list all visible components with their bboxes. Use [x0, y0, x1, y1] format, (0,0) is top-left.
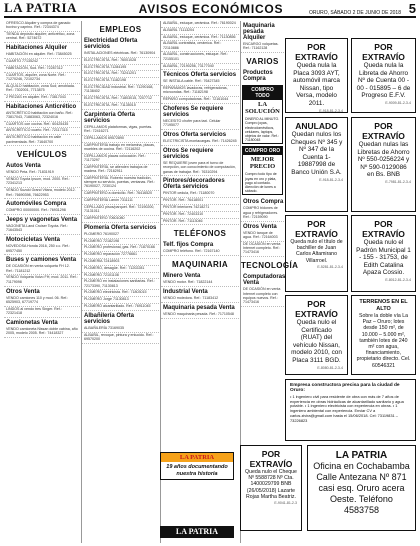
- promo-headline: LA SOLUCIÓN: [245, 101, 280, 116]
- classified-ad: NOVEDOSA Honda 2016, 250 c.c. Ref.: 69577450: [4, 244, 80, 255]
- classified-ad: ALBAÑIL contratista, cerámica. Ref.: 72110886: [161, 41, 239, 52]
- ad-code: E-8080-81-2-3-4: [317, 365, 343, 370]
- classified-ad: ALBAÑIL, estuque, cerámica. Ref.: 71130856: [161, 35, 239, 42]
- classified-ad: PLOMERO 72101108: [82, 273, 159, 280]
- subsection-heading: Electricidad Oferta servicios: [84, 38, 138, 50]
- classified-ad: CARPINTERÍA Lanón 7311111: [82, 198, 159, 205]
- classified-ad: VENDO moledora. Ref.: 71183412: [161, 296, 239, 303]
- subsection-heading: Jeeps y vagonetas Venta: [6, 217, 78, 224]
- banner-tagline: 19 años documentando nuestra historia: [166, 464, 228, 477]
- ad-code: E-918-81-2-3-4: [319, 108, 343, 113]
- classified-ad: ELECTRICISTA montacargas. Ref.: 71426245: [161, 139, 239, 146]
- subsection-heading: Plomería Oferta servicios: [84, 224, 157, 231]
- page-header: [4, 2, 416, 18]
- classified-ad: ELECTRICISTA 71284195: [82, 65, 159, 72]
- ad-code: E-918-81-2-3-4: [319, 177, 343, 182]
- classified-ad: COMPRO teléfono. Ref.: 72167140: [161, 249, 239, 256]
- classified-ad: ELECTRICISTA 71182198: [82, 78, 159, 85]
- classified-ad: PINTOR cedula, Ref.: 71180070: [161, 191, 239, 198]
- promo-ad: [242, 146, 283, 195]
- classified-ad: ALBAÑIL, construcciones, estuque. Ref.: 72155101: [161, 52, 239, 63]
- classified-ad: CARPINTERO a domicilio. Ref.: 76416520: [82, 191, 159, 198]
- classified-ad: OFRESCO Alquiler y compra de ganado bovino y caprino. Ref.: 72344374: [4, 21, 80, 32]
- column-2: [81, 21, 159, 543]
- ad-body: Quedan nulos los Cheques Nº 345 y Nº 347 de la Cuenta 1-19887998 de Banco Unión S.A.: [290, 131, 343, 176]
- classified-ad: SE REQUIERE joven para el turno de recepción, con conocimiento de computación, ganas de trabajar. Ref.: 76310294: [161, 161, 239, 176]
- classified-ad: VAGONETA Land Cruiser Toyota. Ref.: 71643543: [4, 224, 80, 235]
- subsection-heading: Maquinaria pesada Venta: [163, 304, 235, 311]
- subsection-heading: Habitaciones Alquiler: [6, 45, 68, 52]
- classified-ad: VENDO camiones 110 y mod. 06. Ref.: 6525903, 67719774: [4, 296, 80, 307]
- classified-ad: CUARTOS, alquiler, zona Norte. Ref.: 71270246, 72102734: [4, 73, 80, 84]
- promo-headline: MEJOR PRECIO: [249, 156, 276, 171]
- ad-box-lost-diploma: [285, 215, 348, 292]
- subsection-heading: Choferes Se requiere servicios: [163, 106, 224, 119]
- ad-title: TERRENOS EN EL ALTO: [359, 299, 408, 312]
- classified-ad: PLOMERO 72182198: [82, 239, 159, 246]
- classified-ad: PINTOR interiores 74218271: [161, 205, 239, 212]
- office-ad-title: LA PATRIA: [335, 450, 388, 461]
- classified-ad: ELECTRICISTA. Ref.: 76001028: [82, 58, 159, 65]
- classified-ad: VENDO Volqueta Volvo FH; mod. 2011. Ref.: 71179098: [4, 275, 80, 286]
- subsection-heading: Automóviles Compra: [6, 201, 67, 208]
- classified-ad: CEPILLAMOS 69572890: [82, 136, 159, 143]
- ad-code: E-7981-81-2-3-4: [385, 179, 411, 184]
- subsection-heading: Otros Venta: [6, 288, 40, 295]
- classified-ad: CARPINTERÍA, se atienden trabajos de madera. Ref.: 72162911: [82, 165, 159, 176]
- classified-ad: CUARTOS con cocina. Ref.: 60425435: [4, 122, 80, 129]
- ad-code: E-9041-81-2-3: [274, 501, 297, 506]
- category-heading: VARIOS: [246, 57, 279, 67]
- classified-ad: CUARTO 77135242: [4, 59, 80, 66]
- subsection-heading: Otros Oferta servicios: [163, 132, 227, 139]
- issue-date: ORURO, SÁBADO 2 DE JUNIO DE 2018: [309, 10, 401, 16]
- subsection-heading: Técnicos Oferta servicios: [163, 72, 237, 79]
- classified-ad: PLOMERO en instalaciones sanitarias. Ref.: 72173390, 71130813: [82, 279, 159, 290]
- classified-ad: ANTICRÉTICO habitación con baño. Ref.: 73817043, 71883063, 72324016: [4, 111, 80, 122]
- classified-ad: CEPILLAMOS placas colocación. Ref.: 71173297: [82, 154, 159, 165]
- classified-ad: ALBAÑIL, 72190256, 73177040: [161, 64, 239, 71]
- subsection-heading: Buses y camiones Venta: [6, 257, 77, 264]
- ad-title: POR EXTRAVÍO: [295, 219, 338, 239]
- classified-ad: INSTALACIONES eléctricas. Ref.: 76130904: [82, 51, 159, 58]
- classified-ad: ALBAÑIL, revoque, pintura y enlucido. Ref.: 69570200: [82, 333, 159, 344]
- classified-ad: REPARO computadoras. Ref.: 72161044: [161, 97, 239, 104]
- subsection-heading: Minero Venta: [163, 273, 201, 280]
- ad-body: Queda nula la Libreta de Ahorro Nº de Cuenta 00 - 00 - 015895 – 6 de Progreso E.F.V.: [356, 62, 411, 100]
- column-1: [4, 21, 80, 543]
- office-ad-body: Oficina en Cochabamba Calle Antezana Nº 871 casi esq. Oruro acera Oeste. Teléfono 4583758: [313, 461, 410, 515]
- ad-body: Queda nulo el Certificado (RUAT) del vehículo Nissan, modelo 2010, con Placa 3111 BGD.: [291, 319, 342, 364]
- ad-box-lost-cheque: [240, 445, 302, 531]
- classified-ad: PLOMERO Jorge 71130813: [82, 297, 159, 304]
- ad-box-lost-savings: [351, 117, 416, 212]
- classified-ad: PINTOR. Ref.: 72403310: [161, 212, 239, 219]
- classified-ad: ELECTRICISTA. Ref.: 73241201: [82, 71, 159, 78]
- classified-ad: REPARAMOS lavadoras, refrigeradoras, microondas. Ref.: 71182198: [161, 86, 239, 97]
- section-title: AVISOS ECONÓMICOS: [138, 2, 284, 16]
- classified-ad: VENDO motor. Ref.: 71822144: [161, 280, 239, 287]
- ad-code: E-9009-81-2-3-4: [385, 100, 411, 105]
- classified-ad: DE OCASIÓN en venta volqueta FH 12. Ref.: 71181212: [4, 264, 80, 275]
- classified-ad: COMPRO bidones de agua y refrigeradores. Ref.: 72159090: [241, 206, 284, 221]
- office-ad: [307, 445, 416, 531]
- classified-ad: CARPINTERÍA. Roberto nuestra tradición, siempre su servicio, puertas, ventanas. Ref.: 76190027, 7230124: [82, 176, 159, 191]
- classified-ad: VENDO Suzuki Grand Vitara, modelo 2012. Ref.: 76690398, 76622953: [4, 188, 80, 199]
- job-notice: [285, 379, 416, 441]
- classified-ad: NECESITO chofer para taxi. Celular 77195077: [161, 119, 239, 130]
- classified-ad: ANTICRÉTICO habitación en calle pavimentada. Ref.: 71640700: [4, 135, 80, 146]
- classified-ad: ELECTRICISTA. Ref.: 71135015: [82, 103, 159, 110]
- classified-ad: PLOMERO electricista. Ref.: 71803015: [82, 290, 159, 297]
- classified-ad: ELECTRICIDAD industrial. Ref.: 71290168, 71138402: [82, 85, 159, 96]
- subsection-heading: Maquinaria pesada Alquiler: [243, 23, 275, 41]
- classified-ad: SE INSTALA cable. Ref.: 76427345: [161, 79, 239, 86]
- notice-body: • 1 ingeniero civil para residente de obra con más de 7 años de experiencia en obras hidráulicas de alcantarillado sanitario y agua potable. • 1 ingeniero electricista con experiencia en obras. • 1 ingeniero ambiental con experiencia. Enviar CV a carlos.zivira@gmail.com hasta el 15/06/2018. Cel: 73119831 – 73226823: [290, 394, 404, 423]
- subsection-heading: Industrial Venta: [163, 288, 208, 295]
- promo-band: COMPRO TODO: [243, 86, 282, 100]
- classified-ad: PLOMERO reparación 72776661: [82, 252, 159, 259]
- category-heading: TECNOLOGÍA: [241, 261, 299, 271]
- ad-code: E-8012-81-2-3-4: [385, 277, 411, 282]
- ad-title: POR EXTRAVÍO: [249, 449, 293, 469]
- classified-ad: VENDO camioneta Nissan doble cabina, año 2005, modelo 2005. Ref.: 74418327: [4, 327, 80, 338]
- classified-ad: ANTICRÉTICO cuarto. Ref.: 72117315: [4, 128, 80, 135]
- classified-ad: ENCARGO volquetas. Ref.: 71162128: [241, 42, 284, 53]
- category-heading: EMPLEOS: [99, 25, 142, 34]
- subsection-heading: Pintores/decoradores Oferta servicios: [163, 178, 225, 191]
- ad-body: Queda nulo el título de bachiller de Juan Carlos Altamirano Villarroel.: [290, 239, 343, 264]
- category-heading: VEHÍCULOS: [16, 150, 68, 160]
- subsection-heading: Carpintería Oferta servicios: [84, 111, 136, 124]
- subsection-heading: Otros Se requiere servicios: [163, 147, 214, 160]
- classified-ad: ALBAÑIL, estuque, cerámica. Ref.: 76190024: [161, 21, 239, 28]
- newspaper-logo: LA PATRIA: [4, 0, 77, 15]
- classified-ad: DE OCASIÓN en venta Internet completo. Ref.: 71473416: [241, 242, 284, 257]
- footer-logo: LA PATRIA: [160, 526, 234, 538]
- subsection-heading: Computadoras Venta: [243, 274, 286, 287]
- classified-ad: PLOMERO alcantarillado. Ref.: 76911045: [82, 304, 159, 311]
- page-number: 5: [408, 1, 416, 16]
- subsection-heading: Autos Venta: [6, 163, 41, 170]
- classified-ad: LINDOS al vendo tres Singer. Ref.: 72321418: [4, 307, 80, 318]
- classified-ad: CARPINTERÍA trabajo en melamina, placas, muebles de cocina. Ref.: 72116202: [82, 143, 159, 154]
- ad-box-lost-ruat: [285, 295, 348, 375]
- subsection-heading: Camionetas Venta: [6, 319, 58, 326]
- classified-ad: 2 PIEZAS en alquiler. Ref.: 73817043: [4, 95, 80, 102]
- ad-title: POR EXTRAVÍO: [362, 121, 405, 141]
- classified-ad: ALQUILO habitación, zona Sud; amoblada. Ref.: 7302001, 7713875: [4, 84, 80, 95]
- classified-ad: VENDO Toyota Ipsum, mod. 2000. Ref.: 72341213: [4, 177, 80, 188]
- classified-ad: PLOMERO 76190027: [82, 232, 159, 239]
- subsection-heading: Otros Venta: [243, 223, 277, 230]
- category-heading: MAQUINARIA: [172, 260, 228, 270]
- ad-title: POR EXTRAVÍO: [362, 219, 405, 239]
- subsection-heading: Motocicletas Venta: [6, 237, 61, 244]
- classified-ad: CEPILLADO pisos/parquet. Ref.: 72190200, 71131011: [82, 205, 159, 216]
- classified-ad: DE OCASIÓN en venta Internet completo con equipos nuevos. Ref.: 71473416: [241, 287, 284, 307]
- classified-ad: HABITACIÓN, Sud. Ref.: 72287312: [4, 66, 80, 73]
- ad-body: Quedan nulas las Libretas de Ahorro Nº 550-0256224 y Nº 590-0129086 en Bs. BNB: [357, 141, 410, 179]
- classified-ad: ELECTRICISTA. Ref.: 71803015, 7207712: [82, 96, 159, 103]
- classified-ad: CEPILLAMOS plataformas, vigas, puertas. Ref.: 72416271: [82, 125, 159, 136]
- anniversary-banner: [160, 452, 234, 480]
- promo-text: Compro todo tipo de joyas en oro y plata, pago al contado. Atención de lunes a sábado.: [245, 172, 277, 194]
- classified-ad: TIENDA depósito alquiler; anticrético, zona central. Ref.: 5274672: [4, 32, 80, 43]
- classified-ad: VENDO maquinaria pesada. Ref.: 71710548: [161, 312, 239, 319]
- category-heading: TELÉFONOS: [173, 229, 227, 239]
- classified-ad: PINTOR. Ref.: 76418001: [161, 198, 239, 205]
- ad-box-lost-passbook: [351, 38, 416, 113]
- classified-ad: PLOMERO, desagüe. Ref.: 71202281: [82, 266, 159, 273]
- ad-body: Sobre la doble vía La Paz – Oruro; lotes desde 150 m², de 10.000 – 5.000 m², también lotes de 240 m² con agua, financiamiento, propietario directo. Cel. 60546321: [356, 313, 411, 369]
- classified-ad: CARPINTERO 70601080: [82, 216, 159, 223]
- classified-ad: COMPRO 00000000. Ref.: 76931298: [4, 208, 80, 215]
- classified-ad: VENDO Peta. Ref.: 71831919: [4, 170, 80, 177]
- ad-box-lost-plate: [285, 38, 348, 113]
- classified-ad: PINTOR. Ref.: 71113046: [161, 219, 239, 226]
- banner-title: LA PATRIA: [161, 453, 233, 462]
- subsection-heading: Productos Compra: [243, 70, 273, 83]
- subsection-heading: Habitaciones Anticrético: [6, 103, 77, 110]
- ad-box-annulled-cheques: [285, 117, 348, 212]
- classified-ad: ALBAÑILERÍA 73169035: [82, 326, 159, 333]
- ad-code: E-5281-81-2-3-4: [317, 264, 343, 269]
- ad-box-land-sale: [351, 295, 416, 375]
- classified-ad: PLOMERO profesional, gas. Ref.: 71870166: [82, 245, 159, 252]
- ad-box-lost-padron: [351, 215, 416, 292]
- ad-title: POR EXTRAVÍO: [362, 42, 405, 62]
- classified-ad: VENDO tanque de agua. Ref.: 72164003: [241, 231, 284, 242]
- ad-body: Queda nulo el Padrón Municipal 1 - 155 - 31753, de Edith Catalina Apaza Cossio.: [356, 239, 411, 277]
- promo-ad: [242, 85, 283, 144]
- ad-title: ANULADO: [295, 121, 338, 131]
- ad-title: POR EXTRAVÍO: [295, 299, 338, 319]
- ad-body: Queda nula la Placa 3093 AYT, automóvil marca Nissan, tipo Versa, modelo 2011.: [293, 62, 340, 107]
- classified-ad: PLOMERÍA 72418903: [82, 259, 159, 266]
- classified-ad: ALBAÑIL 71113204: [161, 28, 239, 35]
- notice-title: Empresa constructora precisa para la ciudad de Oruro:: [290, 383, 400, 393]
- promo-band: COMPRO ORO: [244, 148, 281, 155]
- subsection-heading: Otros Compra: [243, 199, 284, 206]
- ad-body: Queda nulo el Cheque Nº 5588728 Nº Cta. 1400029799 BNB (26/05/2018) Lazarte Rojas Martha Beatriz.: [245, 469, 297, 500]
- subsection-heading: Albañilería Oferta servicios: [84, 312, 135, 325]
- subsection-heading: Telf. fijos Compra: [163, 242, 214, 249]
- promo-text: DINERO AL MINUTO. Compro joyas, electrodomésticos, celulares, laptops, objetos de valor. Ref.: 71180048: [245, 117, 280, 143]
- ad-title: POR EXTRAVÍO: [295, 42, 338, 62]
- classified-ad: HABITACIÓN en alquiler. Ref.: 73845025: [4, 52, 80, 59]
